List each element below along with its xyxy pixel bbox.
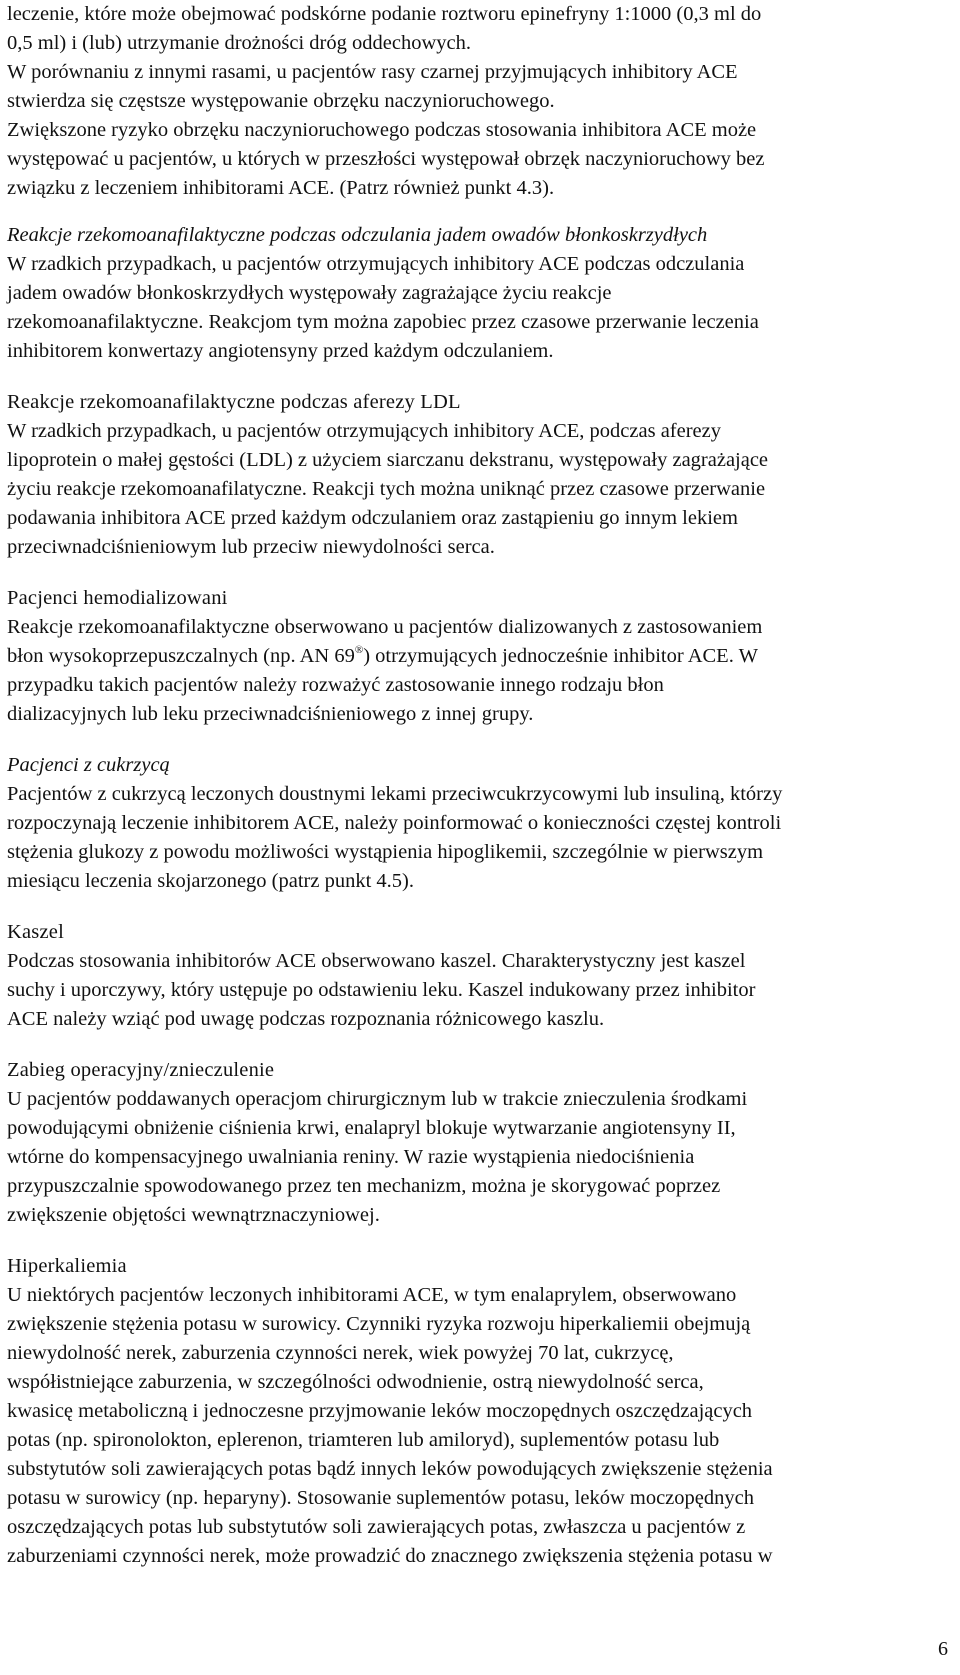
text-line: U pacjentów poddawanych operacjom chirurgicznym lub w trakcie znieczulenia środkami <box>7 1088 748 1110</box>
section-heading: Reakcje rzekomoanafilaktyczne podczas odczulania jadem owadów błonkoskrzydłych <box>7 224 708 246</box>
text-line: dializacyjnych lub leku przeciwnadciśnieniowego z innej grupy. <box>7 703 534 725</box>
text-line: leczenie, które może obejmować podskórne podanie roztworu epinefryny 1:1000 (0,3 ml do <box>7 3 762 25</box>
text-line: niewydolność nerek, zaburzenia czynności nerek, wiek powyżej 70 lat, cukrzycę, <box>7 1342 674 1364</box>
text-line: potas (np. spironolokton, eplerenon, triamteren lub amiloryd), suplementów potasu lub <box>7 1429 720 1451</box>
text-line: przypadku takich pacjentów należy rozważyć zastosowanie innego rodzaju błon <box>7 674 664 696</box>
section-desensitization <box>7 221 927 366</box>
text-line: suchy i uporczywy, który ustępuje po odstawieniu leku. Kaszel indukowany przez inhibitor <box>7 979 756 1001</box>
text-line: 0,5 ml) i (lub) utrzymanie drożności dróg oddechowych. <box>7 32 471 54</box>
text-line: miesiącu leczenia skojarzonego (patrz punkt 4.5). <box>7 870 414 892</box>
text-line: jadem owadów błonkoskrzydłych występowały zagrażające życiu reakcje <box>7 282 612 304</box>
paragraph-race <box>7 58 927 116</box>
text-line: Zwiększone ryzyko obrzęku naczynioruchowego podczas stosowania inhibitora ACE może <box>7 119 757 141</box>
text-line: W rzadkich przypadkach, u pacjentów otrzymujących inhibitory ACE podczas odczulania <box>7 253 745 275</box>
text-line <box>7 642 927 671</box>
section-hyperkalemia <box>7 1252 927 1571</box>
text-line: przeciwnadciśnieniowym lub przeciw niewydolności serca. <box>7 536 495 558</box>
text-line: ACE należy wziąć pod uwagę podczas rozpoznania różnicowego kaszlu. <box>7 1008 605 1030</box>
section-diabetes <box>7 751 927 896</box>
paragraph-angioedema-risk <box>7 116 927 203</box>
text-line: oszczędzających potas lub substytutów soli zawierających potas, zwłaszcza u pacjentów z <box>7 1516 746 1538</box>
section-surgery <box>7 1056 927 1230</box>
text-line: W porównaniu z innymi rasami, u pacjentów rasy czarnej przyjmujących inhibitory ACE <box>7 61 738 83</box>
text-line: Reakcje rzekomoanafilaktyczne obserwowano u pacjentów dializowanych z zastosowaniem <box>7 616 763 638</box>
text-line: przypuszczalnie spowodowanego przez ten mechanizm, można je skorygować poprzez <box>7 1175 721 1197</box>
text-fragment: błon wysokoprzepuszczalnych (np. AN 69 <box>7 645 355 667</box>
text-line: związku z leczeniem inhibitorami ACE. (Patrz również punkt 4.3). <box>7 177 555 199</box>
text-line: powodującymi obniżenie ciśnienia krwi, enalapryl blokuje wytwarzanie angiotensyny II, <box>7 1117 736 1139</box>
text-line: zaburzeniami czynności nerek, może prowadzić do znacznego zwiększenia stężenia potasu w <box>7 1545 773 1567</box>
section-heading: Zabieg operacyjny/znieczulenie <box>7 1059 275 1081</box>
registered-mark: ® <box>354 644 364 656</box>
page-number: 6 <box>938 1638 948 1660</box>
section-hemodialysis <box>7 584 927 729</box>
text-line: Pacjentów z cukrzycą leczonych doustnymi lekami przeciwcukrzycowymi lub insuliną, którzy <box>7 783 783 805</box>
section-heading: Kaszel <box>7 921 64 943</box>
text-line: inhibitorem konwertazy angiotensyny przed każdym odczulaniem. <box>7 340 554 362</box>
section-heading: Reakcje rzekomoanafilaktyczne podczas aferezy LDL <box>7 391 461 413</box>
section-heading: Pacjenci hemodializowani <box>7 587 228 609</box>
text-line: życiu reakcje rzekomoanafilatyczne. Reakcji tych można uniknąć przez czasowe przerwanie <box>7 478 766 500</box>
text-line: rzekomoanafilaktyczne. Reakcjom tym można zapobiec przez czasowe przerwanie leczenia <box>7 311 759 333</box>
text-line: potasu w surowicy (np. heparyny). Stosowanie suplementów potasu, leków moczopędnych <box>7 1487 754 1509</box>
text-line: wtórne do kompensacyjnego uwalniania reniny. W razie wystąpienia niedociśnienia <box>7 1146 695 1168</box>
text-line: zwiększenie objętości wewnątrznaczyniowej. <box>7 1204 380 1226</box>
text-line: współistniejące zaburzenia, w szczególności odwodnienie, ostrą niewydolność serca, <box>7 1371 704 1393</box>
section-cough <box>7 918 927 1034</box>
text-line: zwiększenie stężenia potasu w surowicy. Czynniki ryzyka rozwoju hiperkaliemii obejmują <box>7 1313 751 1335</box>
section-ldl-apheresis <box>7 388 927 562</box>
section-heading: Hiperkaliemia <box>7 1255 127 1277</box>
text-line: stężenia glukozy z powodu możliwości wystąpienia hipoglikemii, szczególnie w pierwszym <box>7 841 764 863</box>
text-line: lipoprotein o małej gęstości (LDL) z użyciem siarczanu dekstranu, występowały zagrażające <box>7 449 769 471</box>
text-line: podawania inhibitora ACE przed każdym odczulaniem oraz zastąpieniu go innym lekiem <box>7 507 738 529</box>
text-line: stwierdza się częstsze występowanie obrzęku naczynioruchowego. <box>7 90 555 112</box>
text-line: W rzadkich przypadkach, u pacjentów otrzymujących inhibitory ACE, podczas aferezy <box>7 420 721 442</box>
text-line: substytutów soli zawierających potas bądź innych leków powodujących zwiększenie stężenia <box>7 1458 773 1480</box>
section-heading: Pacjenci z cukrzycą <box>7 754 170 776</box>
text-line: występować u pacjentów, u których w przeszłości występował obrzęk naczynioruchowy bez <box>7 148 765 170</box>
text-line: rozpoczynają leczenie inhibitorem ACE, należy poinformować o konieczności częstej kontroli <box>7 812 782 834</box>
text-line: Podczas stosowania inhibitorów ACE obserwowano kaszel. Charakterystyczny jest kaszel <box>7 950 746 972</box>
text-line: U niektórych pacjentów leczonych inhibitorami ACE, w tym enalaprylem, obserwowano <box>7 1284 737 1306</box>
text-line: kwasicę metaboliczną i jednoczesne przyjmowanie leków moczopędnych oszczędzających <box>7 1400 753 1422</box>
document-page <box>7 0 927 1571</box>
paragraph-epinephrine <box>7 0 927 58</box>
text-fragment: ) otrzymujących jednocześnie inhibitor ACE. W <box>363 645 758 667</box>
